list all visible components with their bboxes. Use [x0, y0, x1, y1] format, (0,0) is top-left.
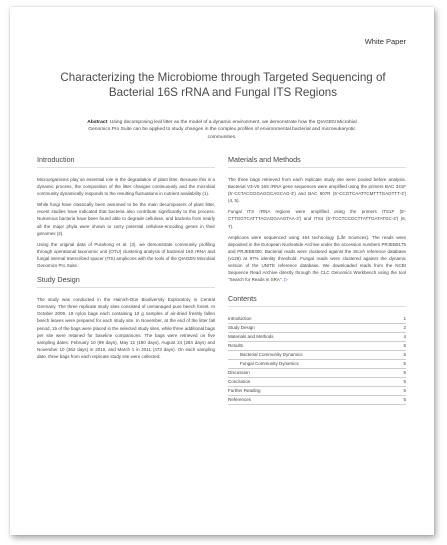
toc-item-label: Conclusion [228, 379, 251, 385]
toc-item-page: 2 [403, 325, 406, 331]
toc-item[interactable] [228, 387, 406, 396]
document-type-label: White Paper [364, 37, 406, 46]
toc-item-page: 5 [403, 397, 406, 403]
materials-paragraph: Fungal ITS rRNA regions were amplified using the primers ITS1F (5'-CTTGGTCATTTAGAGGAAGTAA-3') and ITS4 (5'-TCCTCCGCTTATTGATATGC-3') (6, 7). [228, 209, 406, 229]
play-icon[interactable]: ▷ [283, 277, 288, 284]
toc-item[interactable] [228, 351, 406, 360]
toc-item-label: Study Design [228, 325, 255, 331]
toc-item-label: Further Reading [228, 388, 261, 394]
toc-item-label: Results [228, 343, 244, 349]
toc-item-label: Materials and Methods [228, 334, 274, 340]
toc-item-page: 5 [403, 352, 406, 358]
toc-item-label: Discussion [228, 370, 250, 376]
abstract-label: Abstract [87, 120, 108, 125]
right-column [228, 155, 406, 405]
materials-paragraph [228, 234, 406, 285]
toc-item-page: 5 [403, 370, 406, 376]
table-of-contents [228, 315, 406, 405]
introduction-heading: Introduction [37, 155, 215, 168]
toc-item[interactable] [228, 324, 406, 333]
page-title: Characterizing the Microbiome through Targeted Sequencing of Bacterial 16S rRNA and Fungal ITS Regions [60, 71, 386, 99]
toc-item-page: 5 [403, 343, 406, 349]
study-design-paragraph: The study was conducted in the Hainich-Dün Biodiversity Exploratory in Central Germany. The three replicate study sites consisted of unmanaged pure beech forest. In October 2009, 18 nylon bags each containing 10 g samples of air-dried freshly fallen beech leaves were prepared for each study site. In November, at the end of the litter fall period, 15 of the bags were placed in the selected study sites, while three additional bags per site were retained for baseline comparisons. The bags were retrieved on five sampling dates: February 10 (89 days), May 12 (180 days), August 24 (284 days) and November 10 (362 days) in 2010, and March 1 in 2011 (473 days). On each sampling date, three bags from each replicate study site were collected. [37, 297, 215, 359]
materials-paragraph-text: Amplicons were sequenced using 454 technology (Life Sciences). The reads were deposited in the European Nucleotide Archive under the accession numbers PRJEB9175 and PRJEB9300. Bacterial reads were clustered against the SILVA reference database (v128) at 97% identity threshold. Fungal reads were clustered against the dynamic version of the UNITE reference database. We downloaded reads from the NCBI Sequence Read Archive directly through the CLC Genomics Workbench using the tool "Search for Reads in SRA". [228, 234, 406, 283]
toc-item-page: 1 [403, 316, 406, 322]
toc-item-label: Introduction [228, 316, 252, 322]
toc-item[interactable] [228, 333, 406, 342]
toc-item-label: Fungal Community Dynamics [240, 361, 299, 367]
introduction-paragraph: While fungi have classically been assumed to be the main decomposers of plant litter, recent studies have indicated that bacteria also contribute significantly to this process. Numerous bacteria have been found able to degrade cellulose, and bacteria from nearly all the major phyla were shown to carry potential cellulose-encoding genes in their genomes (2). [37, 202, 215, 236]
toc-item[interactable] [228, 360, 406, 369]
toc-item-label: References [228, 397, 252, 403]
introduction-paragraph: Using the original data of Purahong et al. (3), we demonstrate community profiling through operational taxonomic unit (OTU) clustering analysis of bacterial 16S rRNA and fungal internal transcribed spacer (ITS) amplicons with the tools of the QIAGEN Microbial Genomics Pro Suite. [37, 241, 215, 269]
study-design-heading: Study Design [37, 275, 215, 288]
toc-item-page: 5 [403, 388, 406, 394]
materials-heading: Materials and Methods [228, 155, 406, 168]
toc-item[interactable] [228, 342, 406, 351]
materials-paragraph: The three bags retrieved from each replicate study site were pooled before analysis. Bacterial V3-V5 16S rRNA gene sequences were amplified using the primers BAC 341F (5'-CCTACGGGAGGCAGCAG-3') and BAC 907R (5'-CCGTCAATTCMTTTGAGTTT-3') (4, 5). [228, 177, 406, 204]
document-page [10, 7, 434, 535]
toc-item-page: 5 [403, 379, 406, 385]
toc-item-label: Bacterial Community Dynamics [240, 352, 303, 358]
left-column [37, 155, 215, 364]
toc-item[interactable] [228, 369, 406, 378]
toc-item[interactable] [228, 396, 406, 405]
toc-item-page: 5 [403, 361, 406, 367]
abstract [78, 119, 366, 141]
toc-item[interactable] [228, 315, 406, 324]
abstract-text: : Using decomposing leaf litter as the model of a dynamic environment, we demonstrate how the QIAGEN Microbial Genomics Pro Suite can be applied to study changes in the complex profiles of environmental bacterial and microeukaryotic communities. [88, 120, 357, 140]
toc-item[interactable] [228, 378, 406, 387]
contents-heading: Contents [228, 294, 406, 307]
toc-item-page: 4 [403, 334, 406, 340]
introduction-paragraph: Microorganisms play an essential role in the degradation of plant litter. Because this is a dynamic process, the composition of the litter changes continuously and the microbial community dynamically responds to the resulting fluctuations in nutrient availability (1). [37, 177, 215, 197]
